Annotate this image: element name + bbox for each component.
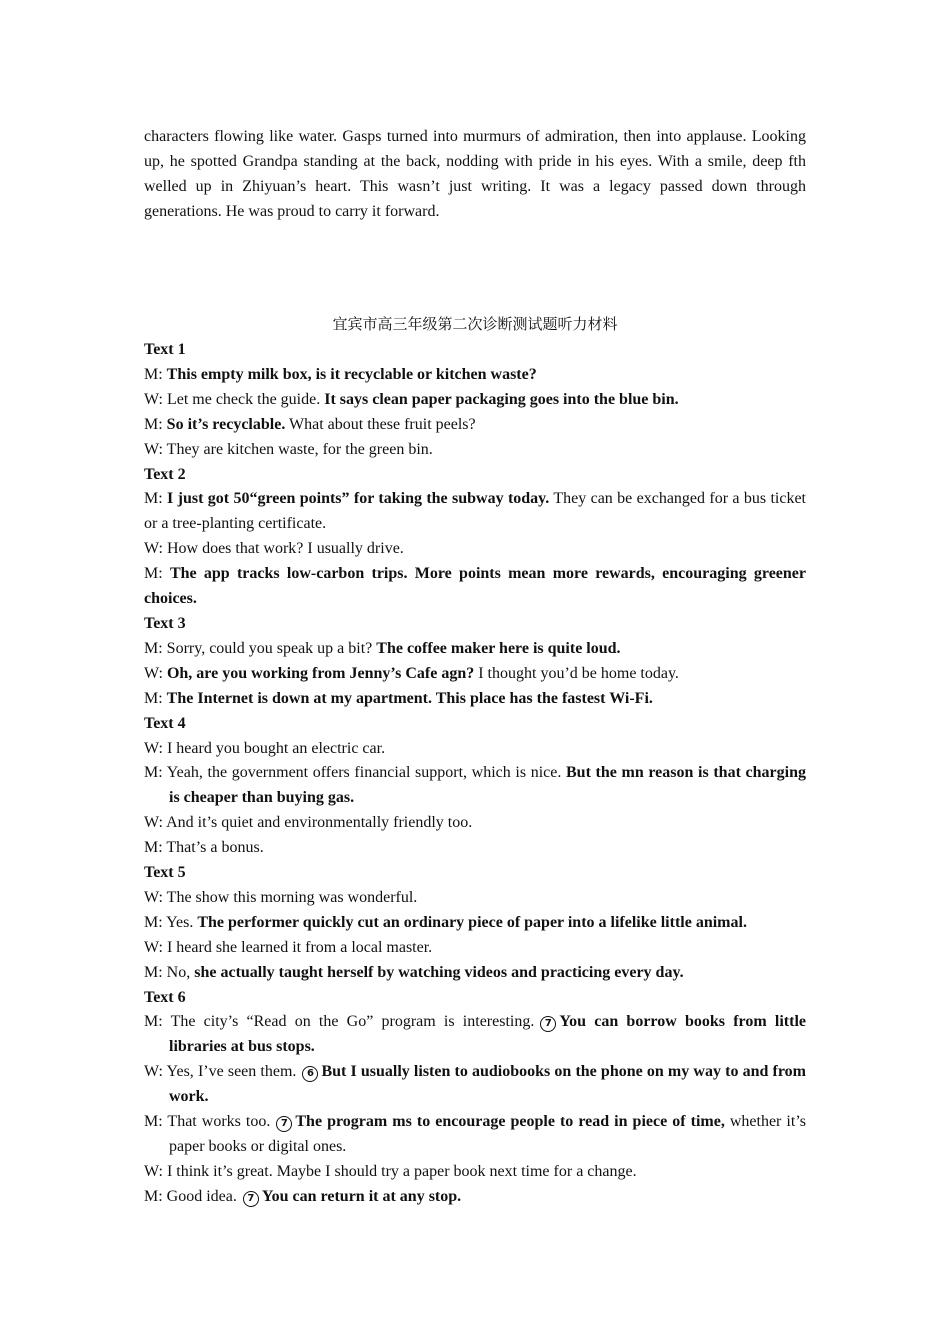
line-text: The city’s “Read on the Go” program is interesting. [170,1013,535,1031]
line-text: How does that work? I usually drive. [166,540,404,558]
answer-key-text: she actually taught herself by watching videos and practicing every day. [194,963,684,981]
circled-number-icon: 7 [276,1116,292,1132]
dialogue-line [144,687,806,712]
dialogue-line [144,1110,806,1160]
speaker-label: M: [144,490,168,508]
answer-key-text: The performer quickly cut an ordinary piece of paper into a lifelike little animal. [197,913,747,931]
answer-key-text: But the mn reason is that charging is cheaper than buying gas. [169,764,806,807]
speaker-label: M: [144,365,167,383]
dialogue-line [144,836,806,861]
answer-key-text: The Internet is down at my apartment. This place has the fastest Wi-Fi. [166,689,653,707]
dialogue-line [144,737,806,762]
speaker-label: M: [144,639,167,657]
line-text: The show this morning was wonderful. [166,888,418,906]
circled-number-icon: 7 [540,1016,556,1032]
text-heading: Text 2 [144,465,186,483]
answer-key-text: You can return it at any stop. [261,1187,462,1205]
dialogue-line [144,487,806,537]
dialogue-line [144,363,806,388]
dialogue-line [144,1010,806,1060]
dialogue-line [144,911,806,936]
speaker-label: M: [144,963,167,981]
line-text: Sorry, could you speak up a bit? [166,639,377,657]
text-heading: Text 6 [144,988,186,1006]
dialogue-line [144,961,806,986]
listening-title: 宜宾市高三年级第二次诊断测试题听力材料 [332,315,618,333]
circled-number-icon: 6 [302,1066,318,1082]
speaker-label: M: [144,913,167,931]
line-text: That’s a bonus. [166,839,264,857]
dialogue-texts [144,338,806,1210]
speaker-label: M: [144,839,167,857]
text-heading: Text 4 [144,714,186,732]
text-heading: Text 1 [144,341,186,358]
dialogue-line [144,811,806,836]
speaker-label: W: [144,390,167,408]
line-text: Good idea. [166,1187,237,1205]
speaker-label: M: [144,689,167,707]
answer-key-text: But I usually listen to audiobooks on the phone on my way to and from work. [169,1063,807,1106]
dialogue-line [144,438,806,463]
speaker-label: M: [144,1187,167,1205]
dialogue-line [144,662,806,687]
line-text: What about these fruit peels? [285,415,476,433]
circled-number-icon: 7 [243,1191,259,1207]
dialogue-line [144,1060,806,1110]
dialogue-line [144,562,806,612]
line-text: whether it’s paper books or digital ones. [169,1113,806,1155]
speaker-label: W: [144,1162,167,1180]
answer-key-text: It says clean paper packaging goes into the blue bin. [324,390,679,408]
dialogue-line [144,1160,806,1185]
line-text: I heard she learned it from a local master. [166,938,433,956]
line-text: They are kitchen waste, for the green bin. [166,440,433,458]
answer-key-text: You can borrow books from little libraries at bus stops. [169,1013,806,1056]
answer-key-text: This empty milk box, is it recyclable or kitchen waste? [166,365,537,383]
speaker-label: W: [144,814,167,832]
speaker-label: W: [144,1063,167,1081]
answer-key-text: The app tracks low-carbon trips. More points mean more rewards, encouraging greener choices. [144,565,807,608]
line-text: And it’s quiet and environmentally friendly too. [166,814,473,832]
dialogue-line [144,388,806,413]
line-text: Let me check the guide. [166,390,325,408]
line-text: I thought you’d be home today. [474,664,679,682]
line-text: They can be exchanged for a bus ticket or a tree-planting certificate. [144,490,806,533]
speaker-label: W: [144,540,167,558]
line-text: I heard you bought an electric car. [166,739,386,757]
text-heading: Text 5 [144,864,186,882]
text-heading: Text 3 [144,614,186,632]
speaker-label: M: [144,1113,168,1131]
speaker-label: W: [144,938,167,956]
line-text: No, [166,963,195,981]
answer-key-text: I just got 50“green points” for taking the subway today. [167,490,550,508]
answer-key-text: The program ms to encourage people to read in piece of time, [295,1113,725,1131]
speaker-label: M: [144,565,170,583]
dialogue-line [144,1185,806,1210]
dialogue-line [144,886,806,911]
speaker-label: W: [144,664,167,682]
line-text: Yes, I’ve seen them. [166,1063,297,1081]
dialogue-line [144,761,806,811]
answer-key-text: The coffee maker here is quite loud. [376,639,621,657]
listening-material [144,311,806,1210]
essay-paragraph: characters flowing like water. Gasps turned into murmurs of admiration, then into applause. Looking up, he spotted Grandpa standing at the back, nodding with pride in his eyes. With a smile, deep fth welled up in Zhiyuan’s heart. This wasn’t just writing. It was a legacy passed down through generations. He was proud to carry it forward. [144,128,806,220]
speaker-label: W: [144,739,167,757]
speaker-label: M: [144,415,167,433]
speaker-label: W: [144,888,167,906]
line-text: I think it’s great. Maybe I should try a paper book next time for a change. [166,1162,637,1180]
answer-key-text: Oh, are you working from Jenny’s Cafe agn? [166,664,475,682]
dialogue-line [144,936,806,961]
dialogue-line [144,413,806,438]
line-text: That works too. [167,1113,271,1131]
dialogue-line [144,637,806,662]
line-text: Yes. [166,913,198,931]
speaker-label: M: [144,1013,171,1031]
answer-key-text: So it’s recyclable. [166,415,286,433]
dialogue-line [144,537,806,562]
line-text: Yeah, the government offers financial support, which is nice. [166,764,566,782]
speaker-label: W: [144,440,167,458]
speaker-label: M: [144,764,167,782]
